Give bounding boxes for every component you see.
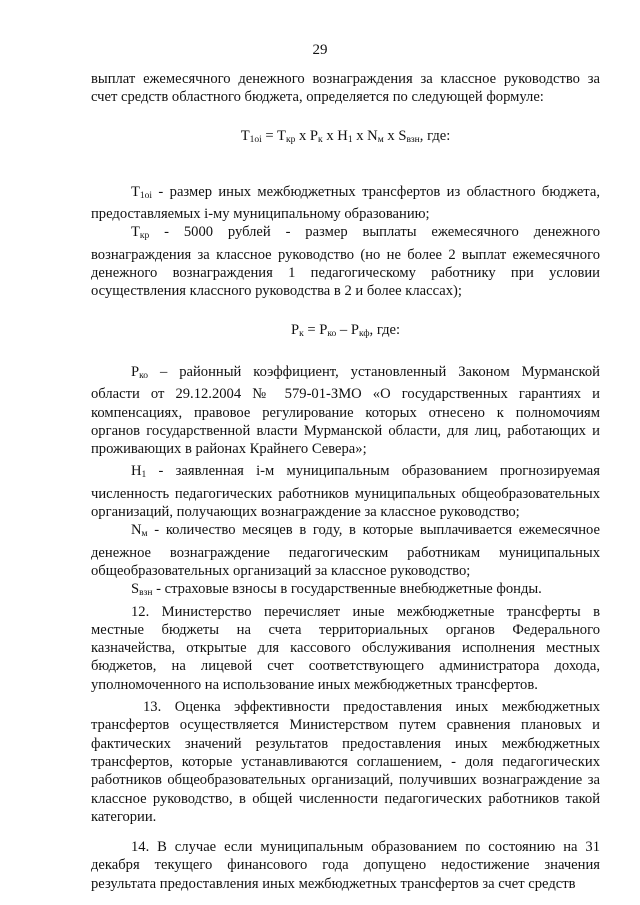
definition-t1oi: $T_{1oi}$ - размер иных межбюджетных трансфертов из областного бюджета, предоставляемых i-му муниципальному образованию; <box>91 183 600 223</box>
formula-coefficient: $P_к = P_{ко} - P_{кф}$, где: <box>290 321 401 339</box>
intro-paragraph: выплат ежемесячного денежного вознаграждения за классное руководство за счет средств областного бюджета, определяется по следующей формуле: <box>91 71 600 106</box>
page-number: 29 <box>312 42 328 58</box>
paragraph-item-14: 14. В случае если муниципальным образованием по состоянию на 31 декабря текущего финансового года допущено недостижение значения результата предоставления иных межбюджетных трансфертов за счет средств <box>91 839 600 892</box>
definition-h1: $H_1$ - заявленная i-м муниципальным образованием прогнозируемая численность педагогических работников муниципальных общеобразовательных организаций, получающих вознаграждение за классное руководство; <box>91 463 600 521</box>
definition-tkr: $T_{кр} - 5000$ рублей - размер выплаты ежемесячного денежного вознаграждения за классное руководство (но не более 2 выплат ежемесячного денежного вознаграждения 1 педагогическому работнику при условии осуществления классного руководства в 2 и более классах); <box>91 224 600 300</box>
paragraph-item-13: 13. Оценка эффективности предоставления иных межбюджетных трансфертов осуществляется Министерством путем сравнения плановых и фактических значений результатов предоставления иных межбюджетных трансфертов, которые устанавливаются соглашением, - доля педагогических работников общеобразовательных организаций, получивших вознаграждение за классное руководство, в общей численности педагогических работников такой категории. <box>91 699 600 825</box>
document-body <box>91 70 600 893</box>
definition-pko: $P_{ко}$ – районный коэффициент, установленный Законом Мурманской области от 29.12.2004 № 579-01-ЗМО «О государственных гарантиях и компенсациях, правовое регулирование которых отнесено к полномочиям органов государственной власти Мурманской области, для лиц, работающих и проживающих в районах Крайнего Севера»; <box>91 363 600 458</box>
definition-svzn: $S_{взн}$ - страховые взносы в государственные внебюджетные фонды. <box>131 581 542 599</box>
paragraph-item-12: 12. Министерство перечисляет иные межбюджетные трансферты в местные бюджеты на счета территориальных органов Федерального казначейства, открытые для кассового обслуживания исполнения местных бюджетов, на лицевой счет соответствующего администратора дохода, уполномоченного на использование иных межбюджетных трансфертов. <box>91 603 600 693</box>
definition-nm: $N_м$ - количество месяцев в году, в которые выплачивается ежемесячное денежное вознаграждение педагогическим работникам муниципальных общеобразовательных организаций за классное руководство; <box>91 522 600 579</box>
formula-transfer: $T_{1oi} = T_{кр}$ x $P_к$ x $H_1$ x $N_м$ x $S_{взн}$, где: <box>240 127 451 145</box>
